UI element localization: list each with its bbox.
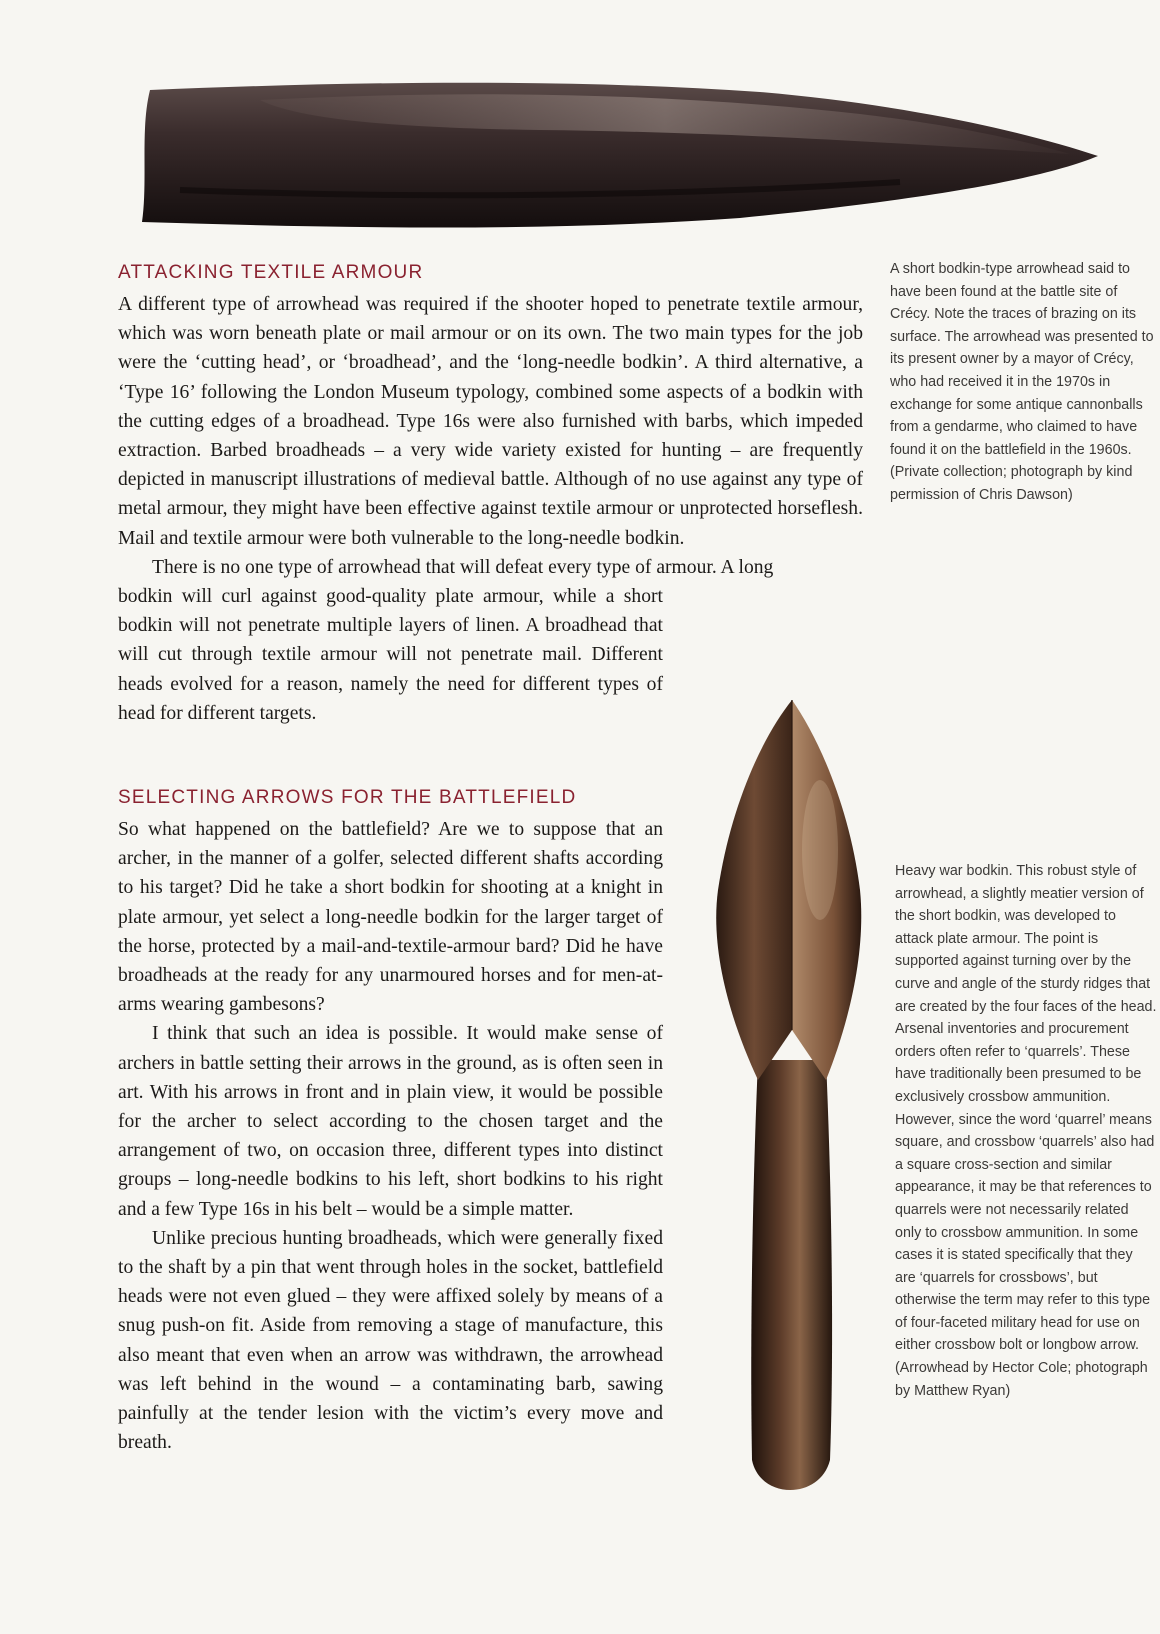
war-bodkin-head-left-face: [716, 700, 792, 1080]
body-paragraph: Unlike precious hunting broadheads, which were generally fixed to the shaft by a pin that went through holes in the socket, battlefield heads were not even glued – they were affixed solely by means of a snug push-on fit. Aside from removing a stage of manufacture, this also meant that even when an arrow was withdrawn, the arrowhead was left behind in the wound – a contaminating barb, sawing painfully at the tender lesion with the victim’s every move and breath.: [118, 1227, 663, 1454]
body-paragraph: So what happened on the battlefield? Are we to suppose that an archer, in the manner of a golfer, selected different shafts according to his target? Did he take a short bodkin for shooting at a knight in plate armour, yet select a long-needle bodkin for the larger target of the horse, protected by a mail-and-textile-armour bard? Did he have broadheads at the ready for any unarmoured horses and for men-at-arms wearing gambesons?: [118, 819, 663, 1016]
section-selecting-arrows: [118, 787, 663, 1457]
body-paragraph: There is no one type of arrowhead that will defeat every type of armour. A long: [152, 556, 774, 578]
section-heading: ATTACKING TEXTILE ARMOUR: [118, 262, 424, 283]
war-bodkin-socket: [751, 1060, 832, 1490]
section-heading: SELECTING ARROWS FOR THE BATTLEFIELD: [118, 787, 577, 808]
heavy-war-bodkin-photo: [700, 700, 880, 1520]
photo-caption-war-bodkin: Heavy war bodkin. This robust style of arrowhead, a slightly meatier version of the short bodkin, was developed to attack plate armour. The point is supported against turning over by the curve and angle of the sturdy ridges that are created by the four faces of the head. Arsenal inventories and procurement orders often refer to ‘quarrels’. These have traditionally been presumed to be exclusively crossbow ammunition. However, since the word ‘quarrel’ means square, and crossbow ‘quarrels’ also had a square cross-section and similar appearance, it may be that references to quarrels were not necessarily related only to crossbow ammunition. In some cases it is stated specifically that they are ‘quarrels for crossbows’, but otherwise the term may refer to this type of four-faceted military head for use on either crossbow bolt or longbow arrow. (Arrowhead by Hector Cole; photograph by Matthew Ryan): [895, 863, 1157, 1399]
section-attacking-textile-armour: [118, 262, 863, 728]
body-paragraph: A different type of arrowhead was required if the shooter hoped to penetrate textile armour, which was worn beneath plate or mail armour or on its own. The two main types for the job were the ‘cutting head’, or ‘broadhead’, and the ‘long-needle bodkin’. A third alternative, a ‘Type 16’ following the London Museum typology, combined some aspects of a bodkin with the cutting edges of a broadhead. Type 16s were also furnished with barbs, which impeded extraction. Barbed broadheads – a very wide variety existed for hunting – are frequently depicted in manuscript illustrations of medieval battle. Although of no use against any type of metal armour, they might have been effective against textile armour or unprotected horseflesh. Mail and textile armour were both vulnerable to the long-needle bodkin.: [118, 294, 863, 549]
body-paragraph: bodkin will curl against good-quality plate armour, while a short bodkin will not penetrate multiple layers of linen. A broadhead that will cut through textile armour will not penetrate mail. Different heads evolved for a reason, namely the need for different types of head for different targets.: [118, 586, 663, 724]
photo-caption-short-bodkin: A short bodkin-type arrowhead said to have been found at the battle site of Crécy. Note the traces of brazing on its surface. The arrowhead was presented to its present owner by a mayor of Crécy, who had received it in the 1970s in exchange for some antique cannonballs from a gendarme, who claimed to have found it on the battlefield in the 1960s. (Private collection; photograph by kind permission of Chris Dawson): [890, 261, 1154, 503]
body-paragraph: I think that such an idea is possible. It would make sense of archers in battle setting their arrows in the ground, as is often seen in art. With his arrows in front and in plain view, it would be possible for the archer to select according to the chosen target and the arrangement of two, on occasion three, different types into distinct groups – long-needle bodkins to his left, short bodkins to his right and a few Type 16s in his belt – would be a simple matter.: [118, 1023, 663, 1220]
short-bodkin-arrowhead-photo: [140, 70, 1150, 240]
